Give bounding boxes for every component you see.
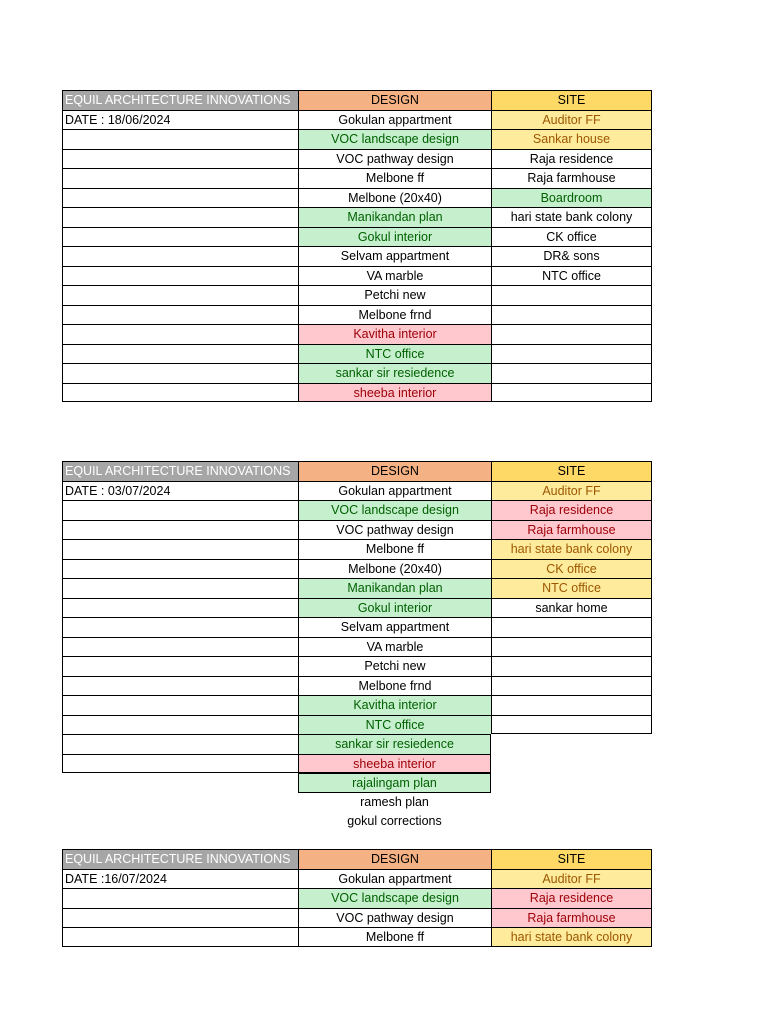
- empty-cell: [491, 754, 652, 774]
- table-row: [62, 520, 652, 540]
- design-cell: Gokulan appartment: [298, 869, 491, 889]
- table-row: [62, 149, 652, 169]
- empty-cell: [62, 812, 298, 832]
- empty-cell: [62, 927, 298, 947]
- table-row: [62, 246, 652, 266]
- site-cell: [491, 324, 652, 344]
- design-column-header: DESIGN: [298, 90, 491, 110]
- site-cell: CK office: [491, 227, 652, 247]
- site-column-header: SITE: [491, 90, 652, 110]
- extra-row: [62, 812, 652, 832]
- site-cell: Boardroom: [491, 188, 652, 208]
- extra-row: [62, 793, 652, 813]
- site-cell: [491, 715, 652, 735]
- design-cell: Petchi new: [298, 656, 491, 676]
- table-row: [62, 539, 652, 559]
- site-cell: [491, 637, 652, 657]
- table-row: [62, 363, 652, 383]
- design-cell: Melbone ff: [298, 927, 491, 947]
- header-row: [62, 849, 652, 869]
- design-cell: VA marble: [298, 266, 491, 286]
- site-cell: [491, 676, 652, 696]
- site-cell: Raja farmhouse: [491, 908, 652, 928]
- site-cell: Auditor FF: [491, 481, 652, 501]
- design-cell: NTC office: [298, 344, 491, 364]
- date-cell: DATE : 18/06/2024: [62, 110, 298, 130]
- site-cell: Raja residence: [491, 500, 652, 520]
- empty-cell: [62, 520, 298, 540]
- design-cell: sheeba interior: [298, 754, 491, 774]
- site-cell: NTC office: [491, 266, 652, 286]
- empty-cell: [62, 149, 298, 169]
- site-cell: Auditor FF: [491, 110, 652, 130]
- table-row: [62, 129, 652, 149]
- empty-cell: [62, 363, 298, 383]
- empty-cell: [491, 812, 652, 832]
- empty-cell: [62, 324, 298, 344]
- company-name-header: EQUIL ARCHITECTURE INNOVATIONS: [62, 90, 298, 110]
- table-row: [62, 695, 652, 715]
- table-row: [62, 324, 652, 344]
- empty-cell: [62, 344, 298, 364]
- empty-cell: [62, 656, 298, 676]
- table-row: [62, 598, 652, 618]
- design-cell: Petchi new: [298, 285, 491, 305]
- design-cell: sheeba interior: [298, 383, 491, 403]
- empty-cell: [62, 617, 298, 637]
- table-row: [62, 578, 652, 598]
- table-row: [62, 656, 652, 676]
- empty-cell: [491, 773, 652, 793]
- empty-cell: [62, 266, 298, 286]
- empty-cell: [62, 676, 298, 696]
- empty-cell: [62, 285, 298, 305]
- design-cell: Gokul interior: [298, 598, 491, 618]
- design-column-header: DESIGN: [298, 461, 491, 481]
- empty-cell: [62, 908, 298, 928]
- design-cell: sankar sir resiedence: [298, 363, 491, 383]
- empty-cell: [62, 793, 298, 813]
- table-row: [62, 207, 652, 227]
- empty-cell: [62, 539, 298, 559]
- table-row: [62, 773, 652, 793]
- empty-cell: [62, 888, 298, 908]
- table-row: [62, 188, 652, 208]
- design-cell: Gokulan appartment: [298, 481, 491, 501]
- site-cell: Sankar house: [491, 129, 652, 149]
- table-row: [62, 927, 652, 947]
- table-row: [62, 617, 652, 637]
- design-cell: VOC pathway design: [298, 520, 491, 540]
- design-cell: Melbone (20x40): [298, 559, 491, 579]
- empty-cell: [62, 207, 298, 227]
- company-name-header: EQUIL ARCHITECTURE INNOVATIONS: [62, 849, 298, 869]
- site-cell: [491, 344, 652, 364]
- design-cell: Melbone frnd: [298, 676, 491, 696]
- site-cell: Raja residence: [491, 149, 652, 169]
- design-cell: rajalingam plan: [298, 773, 491, 793]
- site-cell: DR& sons: [491, 246, 652, 266]
- table-row: [62, 869, 652, 889]
- design-cell: VOC landscape design: [298, 500, 491, 520]
- design-cell: Gokul interior: [298, 227, 491, 247]
- table-row: [62, 559, 652, 579]
- empty-cell: [62, 129, 298, 149]
- empty-cell: [62, 773, 298, 793]
- site-cell: sankar home: [491, 598, 652, 618]
- empty-cell: [491, 734, 652, 754]
- header-row: [62, 461, 652, 481]
- site-cell: [491, 305, 652, 325]
- table-row: [62, 344, 652, 364]
- site-column-header: SITE: [491, 849, 652, 869]
- empty-cell: [62, 715, 298, 735]
- site-cell: [491, 383, 652, 403]
- design-cell: Kavitha interior: [298, 324, 491, 344]
- design-column-header: DESIGN: [298, 849, 491, 869]
- site-cell: NTC office: [491, 578, 652, 598]
- site-cell: CK office: [491, 559, 652, 579]
- empty-cell: [62, 188, 298, 208]
- site-cell: hari state bank colony: [491, 207, 652, 227]
- site-cell: [491, 363, 652, 383]
- table-row: [62, 908, 652, 928]
- empty-cell: [62, 383, 298, 403]
- table-row: [62, 227, 652, 247]
- date-cell: DATE :16/07/2024: [62, 869, 298, 889]
- design-cell: sankar sir resiedence: [298, 734, 491, 754]
- site-cell: Raja farmhouse: [491, 168, 652, 188]
- site-column-header: SITE: [491, 461, 652, 481]
- design-cell: Manikandan plan: [298, 578, 491, 598]
- site-cell: [491, 656, 652, 676]
- empty-cell: [62, 578, 298, 598]
- design-cell: NTC office: [298, 715, 491, 735]
- empty-cell: [62, 246, 298, 266]
- table-row: [62, 481, 652, 501]
- table-row: [62, 110, 652, 130]
- site-cell: [491, 285, 652, 305]
- design-cell: VOC pathway design: [298, 908, 491, 928]
- design-cell: VOC landscape design: [298, 888, 491, 908]
- table-row: [62, 285, 652, 305]
- design-cell-extra: gokul corrections: [347, 814, 442, 828]
- design-cell: Melbone frnd: [298, 305, 491, 325]
- empty-cell: [62, 559, 298, 579]
- empty-cell: [62, 305, 298, 325]
- site-cell: hari state bank colony: [491, 927, 652, 947]
- empty-cell: [62, 754, 298, 774]
- empty-cell: [62, 227, 298, 247]
- design-cell: Melbone ff: [298, 539, 491, 559]
- site-cell: hari state bank colony: [491, 539, 652, 559]
- schedule-table-03-07-2024: [62, 461, 652, 832]
- table-row: [62, 734, 652, 754]
- design-cell: VA marble: [298, 637, 491, 657]
- design-cell-extra: ramesh plan: [360, 794, 429, 809]
- design-cell: Selvam appartment: [298, 246, 491, 266]
- empty-cell: [62, 637, 298, 657]
- site-cell: Raja residence: [491, 888, 652, 908]
- design-cell: VOC landscape design: [298, 129, 491, 149]
- date-cell: DATE : 03/07/2024: [62, 481, 298, 501]
- design-cell: Manikandan plan: [298, 207, 491, 227]
- header-row: [62, 90, 652, 110]
- empty-cell: [491, 793, 652, 813]
- table-row: [62, 676, 652, 696]
- site-cell: [491, 695, 652, 715]
- design-cell: Kavitha interior: [298, 695, 491, 715]
- empty-cell: [62, 500, 298, 520]
- site-cell: Raja farmhouse: [491, 520, 652, 540]
- design-cell: Melbone ff: [298, 168, 491, 188]
- design-cell: VOC pathway design: [298, 149, 491, 169]
- table-row: [62, 266, 652, 286]
- table-row: [62, 500, 652, 520]
- empty-cell: [62, 734, 298, 754]
- table-row: [62, 637, 652, 657]
- site-cell: [491, 617, 652, 637]
- table-row: [62, 383, 652, 403]
- schedule-table-16-07-2024: [62, 849, 652, 947]
- table-row: [62, 888, 652, 908]
- table-row: [62, 168, 652, 188]
- site-cell: Auditor FF: [491, 869, 652, 889]
- table-row: [62, 754, 652, 774]
- table-row: [62, 715, 652, 735]
- table-row: [62, 305, 652, 325]
- company-name-header: EQUIL ARCHITECTURE INNOVATIONS: [62, 461, 298, 481]
- design-cell: Selvam appartment: [298, 617, 491, 637]
- design-cell: Melbone (20x40): [298, 188, 491, 208]
- empty-cell: [62, 598, 298, 618]
- design-cell: Gokulan appartment: [298, 110, 491, 130]
- empty-cell: [62, 168, 298, 188]
- empty-cell: [62, 695, 298, 715]
- schedule-table-18-06-2024: [62, 90, 652, 402]
